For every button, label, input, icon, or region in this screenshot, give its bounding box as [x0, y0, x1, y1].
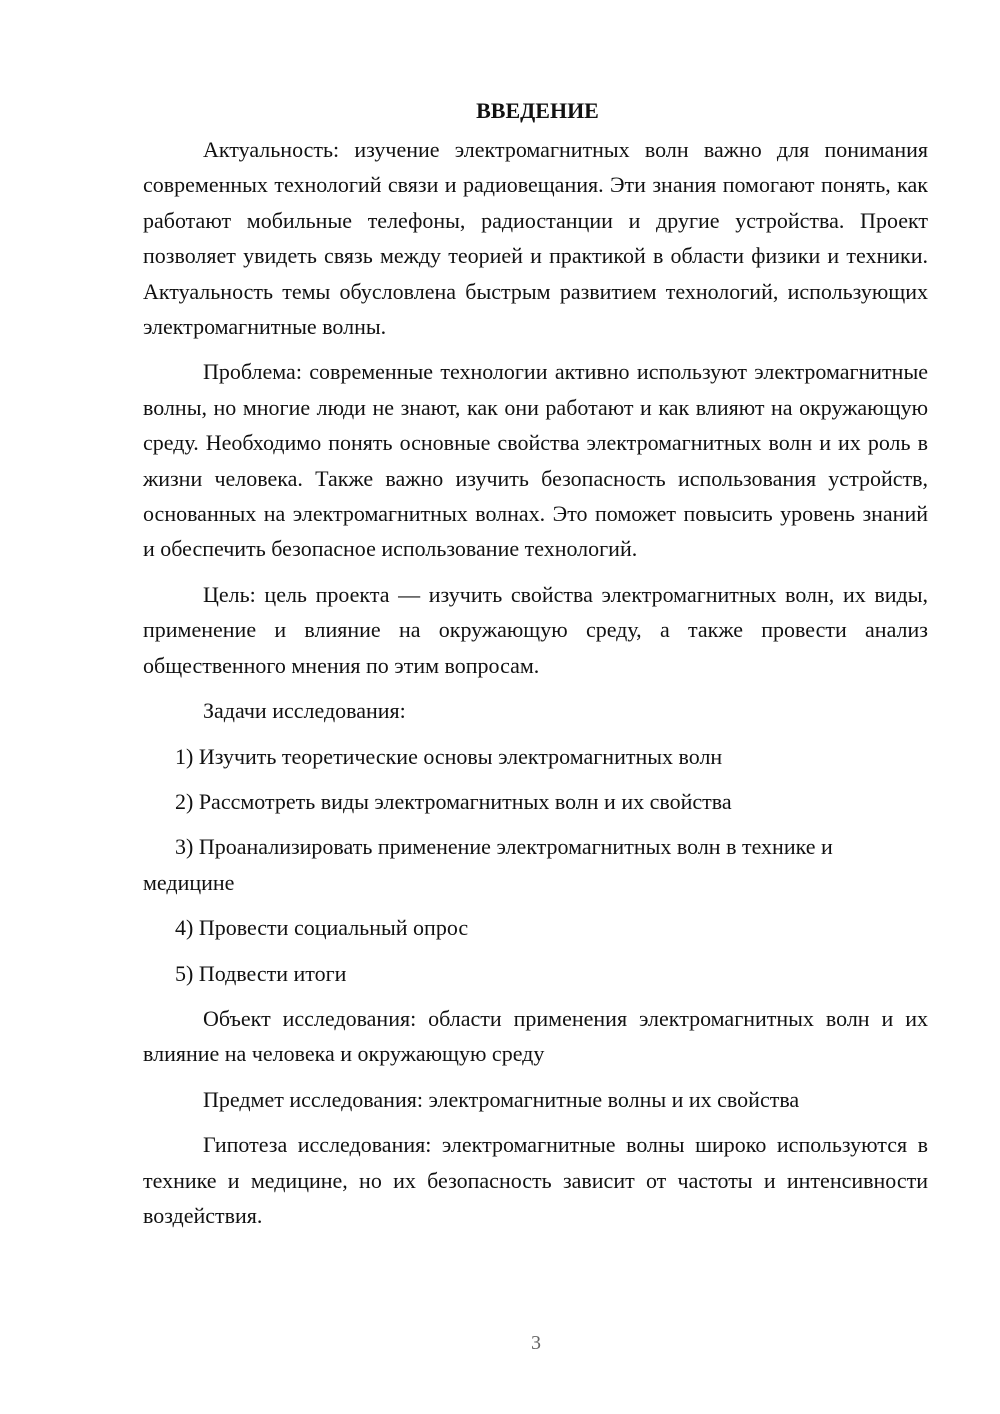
task-item-2: 2) Рассмотреть виды электромагнитных волн и их свойства	[175, 788, 732, 814]
task-item-5: 5) Подвести итоги	[175, 960, 347, 986]
page-number: 3	[531, 1332, 541, 1354]
document-page	[143, 96, 928, 1243]
paragraph-relevance: Актуальность: изучение электромагнитных волн важно для понимания современных технологий связи и радиовещания. Эти знания помогают понять, как работают мобильные телефоны, радиостанции и другие устройства. Проект позволяет увидеть связь между теорией и практикой в области физики и техники. Актуальность темы обусловлена быстрым развитием технологий, использующих электромагнитные волны.	[143, 137, 928, 340]
paragraph-object: Объект исследования: области применения электромагнитных волн и их влияние на человека и окружающую среду	[143, 1005, 928, 1067]
paragraph-problem: Проблема: современные технологии активно используют электромагнитные волны, но многие люди не знают, как они работают и как влияют на окружающую среду. Необходимо понять основные свойства электромагнитных волн и их роль в жизни человека. Также важно изучить безопасность использования устройств, основанных на электромагнитных волнах. Это поможет повысить уровень знаний и обеспечить безопасное использование технологий.	[143, 359, 928, 562]
paragraph-hypothesis: Гипотеза исследования: электромагнитные волны широко используются в технике и медицине, но их безопасность зависит от частоты и интенсивности воздействия.	[143, 1132, 928, 1228]
tasks-heading: Задачи исследования:	[203, 698, 406, 724]
section-title: ВВЕДЕНИЕ	[476, 98, 599, 123]
task-item-1: 1) Изучить теоретические основы электромагнитных волн	[175, 743, 723, 769]
paragraph-goal: Цель: цель проекта — изучить свойства электромагнитных волн, их виды, применение и влияние на окружающую среду, а также провести анализ общественного мнения по этим вопросам.	[143, 581, 928, 678]
task-item-4: 4) Провести социальный опрос	[175, 915, 469, 941]
paragraph-subject: Предмет исследования: электромагнитные волны и их свойства	[203, 1086, 800, 1112]
task-item-3: 3) Проанализировать применение электромагнитных волн в технике и медицине	[143, 834, 833, 895]
